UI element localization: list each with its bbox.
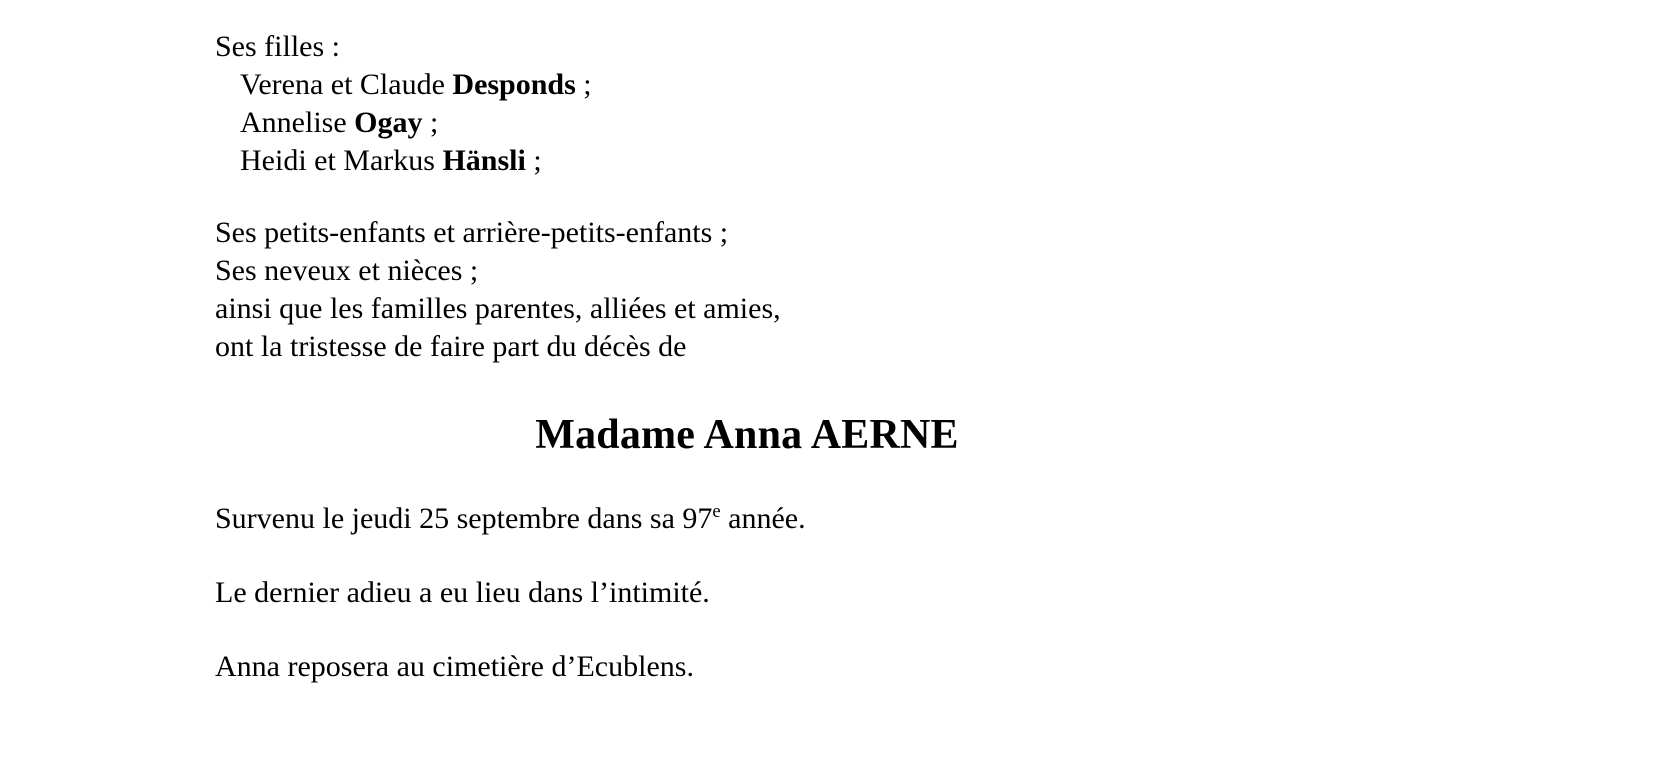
ordinal-suffix: e — [712, 501, 721, 522]
death-date-suffix: année. — [720, 502, 806, 535]
family-line: Ses petits-enfants et arrière-petits-enfants ; — [215, 216, 729, 249]
daughter-surname: Ogay — [354, 106, 423, 139]
family-section — [0, 214, 1654, 366]
farewell-line: Le dernier adieu a eu lieu dans l’intimité. — [215, 576, 710, 609]
daughter-given-names: Verena et Claude — [240, 68, 453, 101]
daughter-punctuation: ; — [422, 106, 439, 139]
daughter-entry — [215, 142, 1654, 180]
family-line: ont la tristesse de faire part du décès de — [215, 330, 687, 363]
family-line: Ses neveux et nièces ; — [215, 254, 479, 287]
daughters-label: Ses filles : — [215, 30, 340, 63]
death-date-line — [0, 500, 1654, 538]
daughter-given-names: Heidi et Markus — [240, 144, 443, 177]
daughter-punctuation: ; — [525, 144, 542, 177]
deceased-name-block — [0, 410, 1654, 460]
daughter-punctuation: ; — [575, 68, 592, 101]
daughter-surname: Hänsli — [442, 144, 526, 177]
daughters-section — [0, 28, 1654, 180]
daughter-entry — [215, 66, 1654, 104]
family-line: ainsi que les familles parentes, alliées et amies, — [215, 292, 781, 325]
daughter-given-names: Annelise — [240, 106, 355, 139]
burial-line: Anna reposera au cimetière d’Ecublens. — [215, 650, 694, 683]
deceased-name: Madame Anna AERNE — [535, 412, 959, 458]
death-date-prefix: Survenu le jeudi 25 septembre dans sa 97 — [215, 502, 713, 535]
section-spacer — [0, 180, 1654, 214]
daughter-surname: Desponds — [452, 68, 576, 101]
daughter-entry — [215, 104, 1654, 142]
